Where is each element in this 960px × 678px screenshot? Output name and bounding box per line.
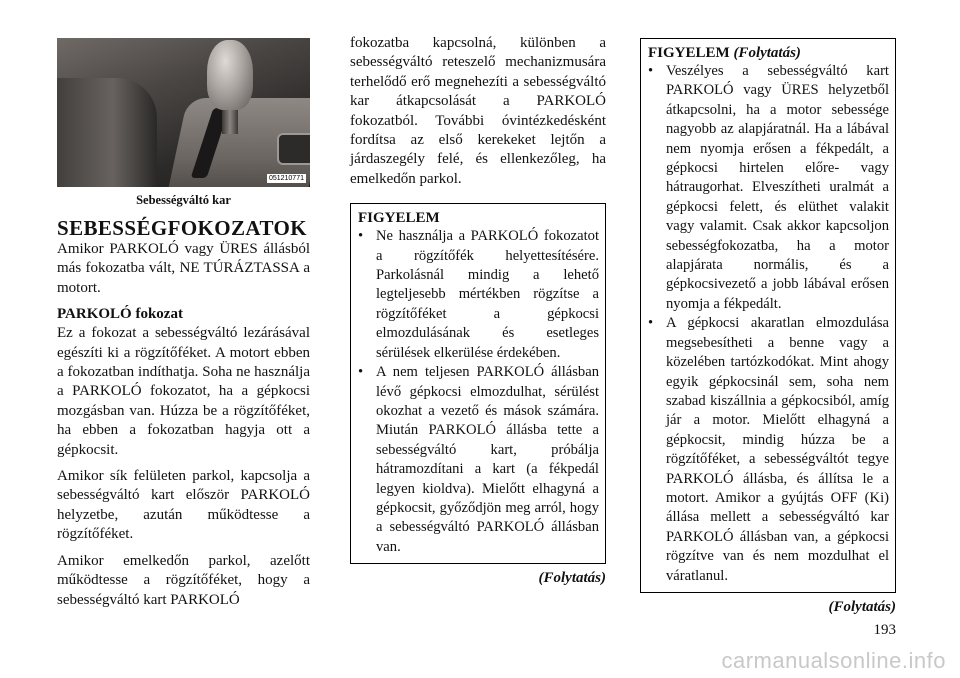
warning-item: • Ne használja a PARKOLÓ fokozatot a rögzítőfék helyettesítésére. Parkolásnál mindig a lehető legteljesebb mértékben rögzítse a rögzítőféket a gépkocsi elmozdulásának és esetleges sérülések elkerülése érdekében.	[358, 227, 599, 363]
warning-title: FIGYELEM	[358, 210, 440, 227]
sub-heading: PARKOLÓ fokozat	[57, 306, 183, 323]
continued-label: (Folytatás)	[828, 598, 896, 615]
warning-item: • A nem teljesen PARKOLÓ állásban lévő gépkocsi elmozdulhat, sérülést okozhat a vezető és mások számára. Miután PARKOLÓ állásba tette a sebességváltó kart, próbálja hátramozdítani a kart (a fékpedál legyen kioldva). Mielőtt elhagyná a gépkocsit, győződjön meg arról, hogy a sebességváltó PARKOLÓ állásban van.	[358, 363, 599, 557]
column-right	[640, 38, 896, 616]
paragraph: Amikor emelkedőn parkol, azelőtt működtesse a rögzítőféket, hogy a sebességváltó kart PARKOLÓ	[57, 552, 310, 608]
paragraph: Amikor sík felületen parkol, kapcsolja a sebességváltó kart először PARKOLÓ helyzetbe, azután működtesse a rögzítőféket.	[57, 468, 310, 543]
column-left	[57, 38, 310, 610]
intro-paragraph: Amikor PARKOLÓ vagy ÜRES állásból más fokozatba vált, NE TÚRÁZTASSA a motort.	[57, 241, 310, 296]
warning-title-text: FIGYELEM	[648, 45, 730, 61]
watermark[interactable]: carmanualsonline.info	[721, 648, 946, 673]
warning-title	[648, 44, 889, 62]
paragraph: fokozatba kapcsolná, különben a sebességváltó reteszelő mechanizmusára terhelődő erő megnehezíti a sebességváltó kar átkapcsolását a PARKOLÓ fokozatból. További óvintézkedésként fordítsa az első kerekeket lejtőn a járdaszegély felé, és ellenkezőleg, ha emelkedőn parkol.	[350, 35, 606, 187]
warning-box	[640, 38, 896, 593]
warning-title-suffix: (Folytatás)	[733, 45, 801, 61]
column-middle	[350, 34, 606, 587]
gear-shift-photo	[57, 38, 310, 187]
page-number: 193	[873, 622, 896, 638]
warning-box	[350, 203, 606, 564]
section-heading: SEBESSÉGFOKOZATOK	[57, 216, 307, 240]
continued-label: (Folytatás)	[538, 570, 606, 587]
paragraph: Ez a fokozat a sebességváltó lezárásával egészíti ki a rögzítőféket. A motort ebben a fokozatban indíthatja. Soha ne használja a PARKOLÓ fokozatot, ha a gépkocsi mozgásban van. Húzza be a rögzítőféket, ha ebben a fokozatban hagyja ott a gépkocsit.	[57, 325, 310, 458]
photo-caption: Sebességváltó kar	[136, 193, 231, 207]
warning-item: • A gépkocsi akaratlan elmozdulása megsebesítheti a benne vagy a közelében tartózkodókat. Mint ahogy egyik gépkocsinál sem, soha nem szabad kiszállnia a gépkocsiból, amíg jár a motor. Mielőtt elhagyná a gépkocsit, mindig húzza be a rögzítőféket, a sebességváltót tegye PARKOLÓ állásba, és állítsa le a motort. Amikor a gyújtás OFF (Ki) állása mellett a sebességváltó kar PARKOLÓ állásban van, a gépkocsi rögzítve van és nem mozdulhat el váratlanul.	[648, 314, 889, 586]
warning-list	[358, 227, 599, 557]
photo-code: 051210771	[268, 175, 304, 182]
warning-list	[648, 62, 889, 586]
warning-item: • Veszélyes a sebességváltó kart PARKOLÓ vagy ÜRES helyzetből átkapcsolni, ha a motor sebessége nagyobb az alapjáratnál. Ha a lábával nem nyomja erősen a fékpedált, a gépkocsi hirtelen előre- vagy hátraugorhat. Elveszítheti uralmát a gépkocsi felett, és elüthet valakit vagy valamit. Csak akkor kapcsoljon sebességfokozatba, ha a motor alapjárata normális, és a gépkocsivezető a jobb lábával erősen nyomja a fékpedált.	[648, 62, 889, 314]
